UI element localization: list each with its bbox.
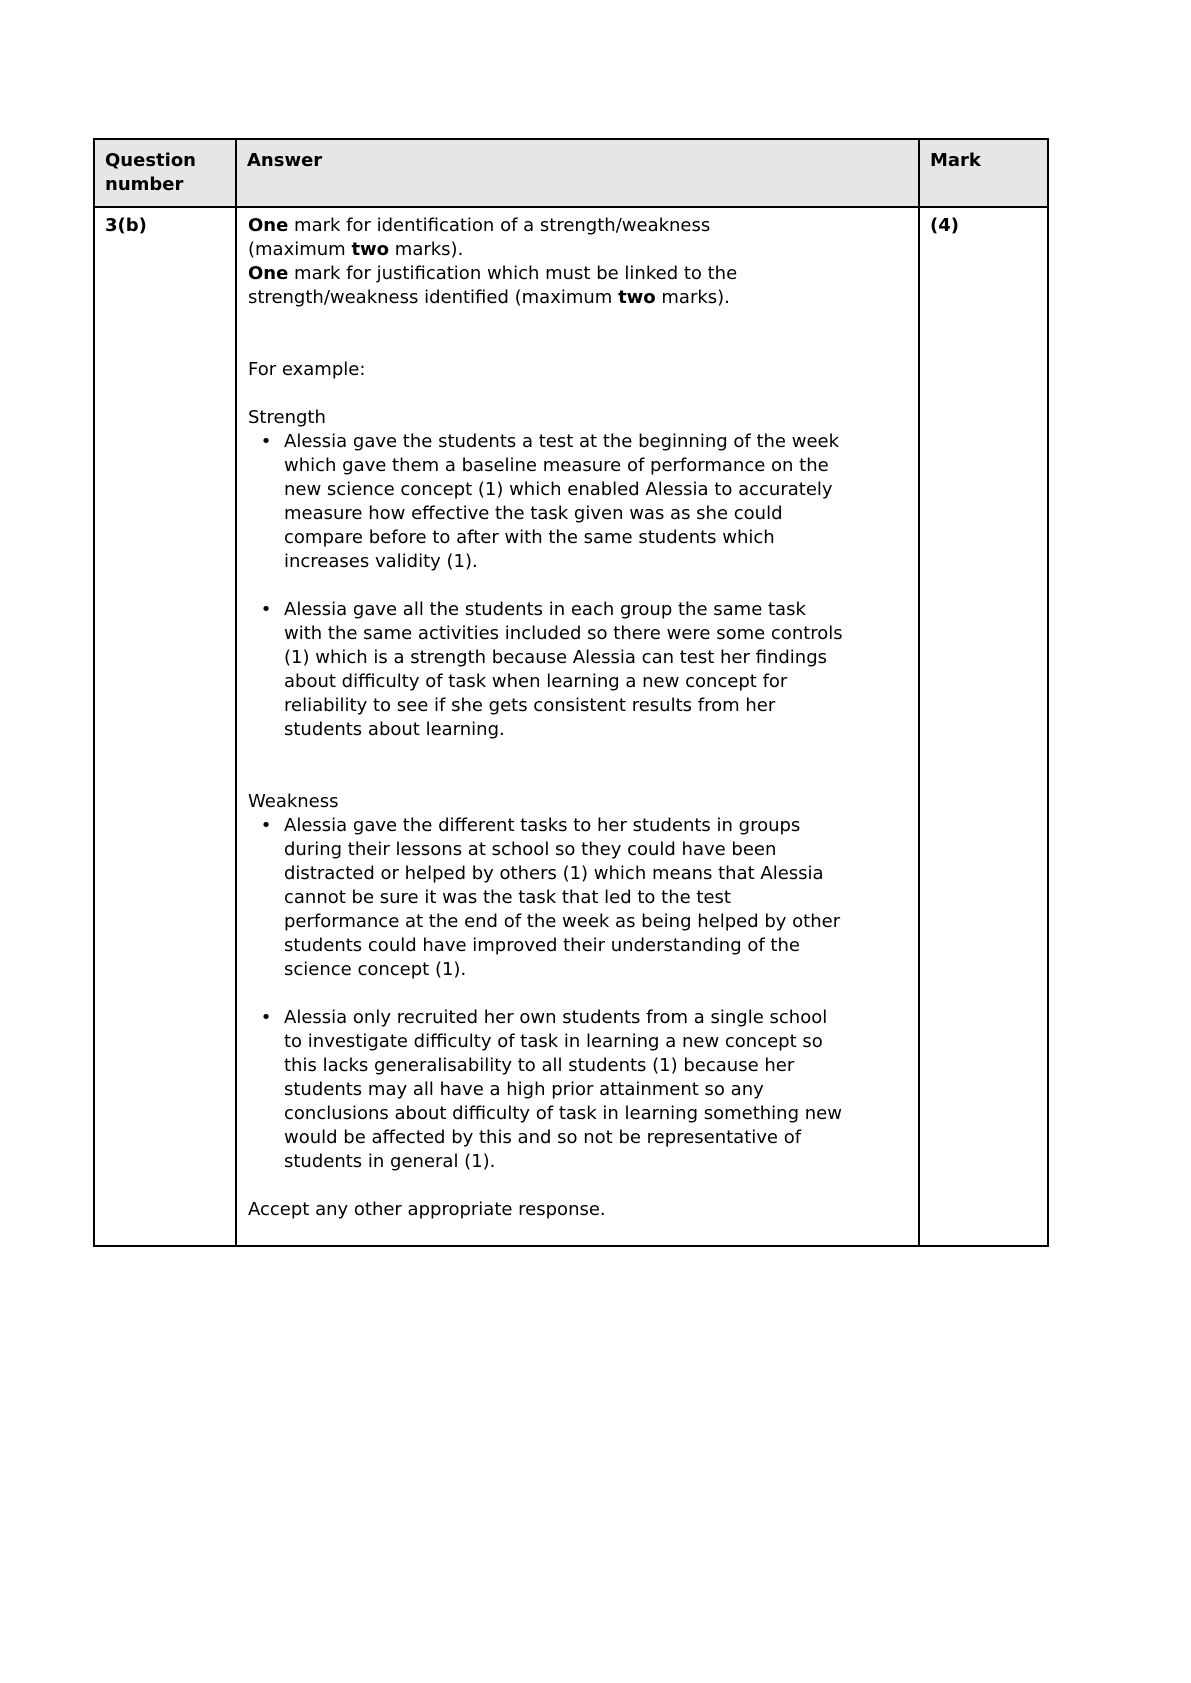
text-line: Alessia gave the students a test at the beginning of the week [284,431,840,452]
bullet-item [248,814,916,982]
bullet-icon: • [260,431,272,452]
text-line: One mark for identification of a strength/weakness [248,215,711,236]
text-line: strength/weakness identified (maximum two marks). [248,287,730,308]
text-line: new science concept (1) which enabled Alessia to accurately [284,479,833,500]
table-row [95,208,1047,1245]
text-line: For example: [248,359,366,380]
text-line: reliability to see if she gets consistent results from her [284,695,776,716]
text-line: Alessia only recruited her own students from a single school [284,1007,828,1028]
text-line: this lacks generalisability to all students (1) because her [284,1055,795,1076]
answer-cell-content [248,214,916,1222]
text-line: students about learning. [284,719,505,740]
answer-paragraph [248,1198,916,1222]
answer-paragraph [248,790,916,814]
answer-paragraph [248,358,916,382]
bullet-item [248,598,916,742]
text-line: students may all have a high prior attainment so any [284,1079,764,1100]
text-line: compare before to after with the same students which [284,527,775,548]
table-header-row [95,140,1047,208]
text-line: with the same activities included so there were some controls [284,623,843,644]
text-line: distracted or helped by others (1) which means that Alessia [284,863,824,884]
text-line: students in general (1). [284,1151,496,1172]
bullet-text [284,814,916,982]
bullet-item [248,430,916,574]
blank-line [248,742,916,766]
blank-line [248,382,916,406]
mark-cell: (4) [930,215,959,236]
bullet-text [284,430,916,574]
text-line: Accept any other appropriate response. [248,1199,606,1220]
bullet-icon: • [260,815,272,836]
blank-line [248,766,916,790]
blank-line [248,1174,916,1198]
blank-line [248,982,916,1006]
text-line: science concept (1). [284,959,467,980]
mark-scheme-table [93,138,1049,1247]
text-line: (maximum two marks). [248,239,464,260]
bullet-text [284,1006,916,1174]
blank-line [248,310,916,334]
text-line: Strength [248,407,326,428]
bullet-text [284,598,916,742]
text-line: performance at the end of the week as being helped by other [284,911,841,932]
column-header-question-number: Question number [95,140,237,208]
text-line: Weakness [248,791,339,812]
text-line: to investigate difficulty of task in learning a new concept so [284,1031,823,1052]
text-line: Alessia gave all the students in each group the same task [284,599,806,620]
blank-line [248,574,916,598]
answer-cell [237,208,920,1245]
text-line: measure how effective the task given was as she could [284,503,783,524]
text-line: about difficulty of task when learning a new concept for [284,671,788,692]
answer-paragraph [248,214,916,310]
text-line: conclusions about difficulty of task in learning something new [284,1103,842,1124]
text-line: Alessia gave the different tasks to her students in groups [284,815,801,836]
text-line: students could have improved their understanding of the [284,935,800,956]
text-line: would be affected by this and so not be representative of [284,1127,802,1148]
bullet-icon: • [260,1007,272,1028]
text-line: increases validity (1). [284,551,478,572]
question-number-cell: 3(b) [95,208,237,1245]
column-header-answer: Answer [237,140,920,208]
bullet-item [248,1006,916,1174]
text-line: which gave them a baseline measure of performance on the [284,455,829,476]
text-line: (1) which is a strength because Alessia can test her findings [284,647,828,668]
bullet-icon: • [260,599,272,620]
text-line: during their lessons at school so they could have been [284,839,777,860]
text-line: One mark for justification which must be linked to the [248,263,738,284]
blank-line [248,334,916,358]
text-line: cannot be sure it was the task that led to the test [284,887,731,908]
column-header-mark: Mark [920,140,1047,208]
answer-paragraph [248,406,916,430]
